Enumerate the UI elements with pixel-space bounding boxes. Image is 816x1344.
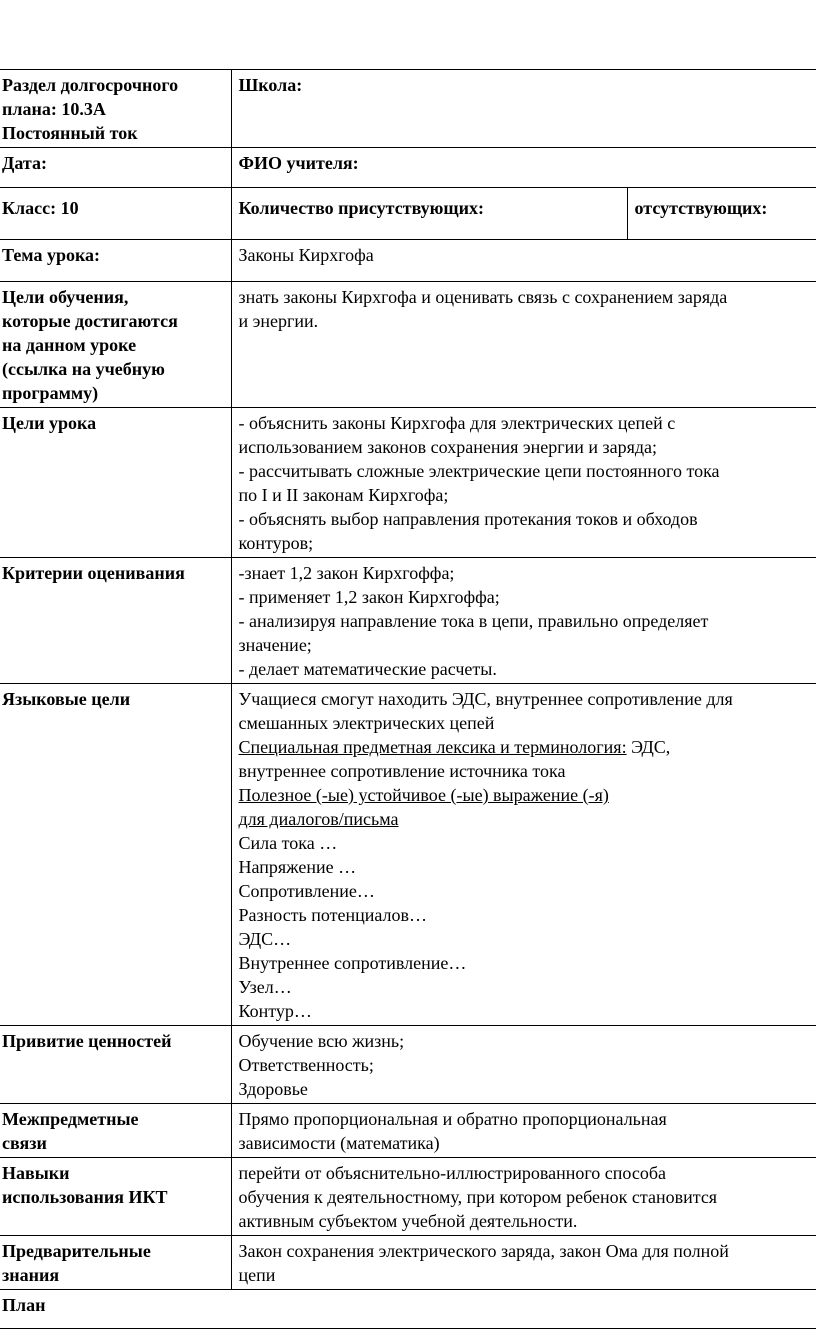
- topic-value-cell: [231, 240, 816, 282]
- lesson-goals-value-1: - объяснить законы Кирхгофа для электрических цепей с: [238, 413, 676, 433]
- present-label: Количество присутствующих:: [238, 198, 484, 218]
- section-label-1: Раздел долгосрочного: [2, 75, 179, 95]
- values-value-cell: [231, 1026, 816, 1104]
- phrase-item: Контур…: [238, 1001, 312, 1021]
- class-label: Класс: 10: [2, 198, 79, 218]
- learning-goals-label-4: (ссылка на учебную: [2, 359, 165, 379]
- row-date: [0, 148, 816, 188]
- prior-label-cell: [0, 1236, 231, 1290]
- prior-value-1: Закон сохранения электрического заряда, закон Ома для полной: [238, 1241, 729, 1261]
- learning-goals-value-cell: [231, 282, 816, 408]
- present-cell: [231, 188, 627, 240]
- vocab-line-2: внутреннее сопротивление источника тока: [238, 761, 566, 781]
- row-values: [0, 1026, 816, 1104]
- ict-value-2: обучения к деятельностному, при котором ребенок становится: [238, 1187, 718, 1207]
- class-cell: [0, 188, 231, 240]
- topic-value: Законы Кирхгофа: [238, 245, 374, 265]
- school-label: Школа:: [238, 75, 303, 95]
- lesson-goals-value-cell: [231, 408, 816, 558]
- phrase-item: ЭДС…: [238, 929, 292, 949]
- ict-label-2: использования ИКТ: [2, 1187, 168, 1207]
- absent-cell: [627, 188, 816, 240]
- absent-label: отсутствующих:: [634, 198, 768, 218]
- criteria-value-1: -знает 1,2 закон Кирхгоффа;: [238, 563, 455, 583]
- date-label: Дата:: [2, 153, 47, 173]
- values-label: Привитие ценностей: [2, 1031, 172, 1051]
- lesson-goals-value-3: - рассчитывать сложные электрические цепи постоянного тока: [238, 461, 720, 481]
- row-lesson-goals: [0, 408, 816, 558]
- vocab-tail: ЭДС,: [626, 737, 671, 757]
- criteria-label-cell: [0, 558, 231, 684]
- row-topic: [0, 240, 816, 282]
- phrase-item: Напряжение …: [238, 857, 357, 877]
- learning-goals-value-1: знать законы Кирхгофа и оценивать связь с сохранением заряда: [238, 287, 728, 307]
- section-label-2: плана: 10.3А: [2, 99, 106, 119]
- topic-label-cell: [0, 240, 231, 282]
- cross-curricular-value-cell: [231, 1104, 816, 1158]
- prior-value-2: цепи: [238, 1265, 276, 1285]
- row-plan: [0, 1290, 816, 1329]
- ict-label-cell: [0, 1158, 231, 1236]
- row-prior-knowledge: [0, 1236, 816, 1290]
- ict-value-1: перейти от объяснительно-иллюстрированного способа: [238, 1163, 667, 1183]
- lesson-goals-value-4: по I и II законам Кирхгофа;: [238, 485, 449, 505]
- date-cell: [0, 148, 231, 188]
- criteria-value-3: - анализируя направление тока в цепи, правильно определяет: [238, 611, 709, 631]
- prior-value-cell: [231, 1236, 816, 1290]
- row-language-goals: [0, 684, 816, 1026]
- phrases-heading-2: для диалогов/письма: [238, 809, 399, 829]
- values-label-cell: [0, 1026, 231, 1104]
- ict-value-3: активным субъектом учебной деятельности.: [238, 1211, 578, 1231]
- lesson-goals-label: Цели урока: [2, 413, 97, 433]
- ict-value-cell: [231, 1158, 816, 1236]
- cross-curricular-value-2: зависимости (математика): [238, 1133, 440, 1153]
- language-goals-label-cell: [0, 684, 231, 1026]
- criteria-value-4: значение;: [238, 635, 312, 655]
- criteria-value-2: - применяет 1,2 закон Кирхгоффа;: [238, 587, 500, 607]
- phrase-item: Внутреннее сопротивление…: [238, 953, 467, 973]
- cross-curricular-value-1: Прямо пропорциональная и обратно пропорциональная: [238, 1109, 667, 1129]
- lesson-goals-value-5: - объяснять выбор направления протекания токов и обходов: [238, 509, 698, 529]
- school-cell: [231, 70, 816, 148]
- plan-cell: [0, 1290, 816, 1329]
- ict-label-1: Навыки: [2, 1163, 70, 1183]
- phrase-item: Узел…: [238, 977, 292, 997]
- language-goals-label: Языковые цели: [2, 689, 131, 709]
- lesson-goals-value-2: использованием законов сохранения энергии и заряда;: [238, 437, 658, 457]
- phrases-heading-1: Полезное (-ые) устойчивое (-ые) выражение (-я): [238, 785, 609, 805]
- vocab-line: [239, 735, 813, 759]
- prior-label-2: знания: [2, 1265, 60, 1285]
- prior-label-1: Предварительные: [2, 1241, 151, 1261]
- learning-goals-value-2: и энергии.: [238, 311, 319, 331]
- phrase-item: Сила тока …: [238, 833, 338, 853]
- learning-goals-label-5: программу): [2, 383, 99, 403]
- row-ict: [0, 1158, 816, 1236]
- lesson-goals-label-cell: [0, 408, 231, 558]
- values-value-2: Ответственность;: [238, 1055, 374, 1075]
- row-cross-curricular: [0, 1104, 816, 1158]
- vocab-heading: Специальная предметная лексика и терминология:: [238, 737, 627, 757]
- learning-goals-label-3: на данном уроке: [2, 335, 137, 355]
- section-cell: [0, 70, 231, 148]
- learning-goals-label-cell: [0, 282, 231, 408]
- plan-label: План: [2, 1295, 46, 1315]
- phrase-item: Сопротивление…: [238, 881, 375, 901]
- section-label-3: Постоянный ток: [2, 123, 138, 143]
- language-intro-2: смешанных электрических цепей: [238, 713, 495, 733]
- row-learning-goals: [0, 282, 816, 408]
- values-value-1: Обучение всю жизнь;: [238, 1031, 405, 1051]
- row-criteria: [0, 558, 816, 684]
- row-class: [0, 188, 816, 240]
- criteria-value-cell: [231, 558, 816, 684]
- language-intro-1: Учащиеся смогут находить ЭДС, внутреннее сопротивление для: [238, 689, 733, 709]
- values-value-3: Здоровье: [238, 1079, 308, 1099]
- language-goals-value-cell: [231, 684, 816, 1026]
- teacher-cell: [231, 148, 816, 188]
- criteria-value-5: - делает математические расчеты.: [238, 659, 497, 679]
- cross-curricular-label-cell: [0, 1104, 231, 1158]
- lesson-goals-value-6: контуров;: [238, 533, 314, 553]
- lesson-plan-table: [0, 69, 816, 1329]
- row-section: [0, 70, 816, 148]
- learning-goals-label-2: которые достигаются: [2, 311, 178, 331]
- criteria-label: Критерии оценивания: [2, 563, 185, 583]
- cross-curricular-label-1: Межпредметные: [2, 1109, 139, 1129]
- phrase-item: Разность потенциалов…: [238, 905, 428, 925]
- topic-label: Тема урока:: [2, 245, 101, 265]
- learning-goals-label-1: Цели обучения,: [2, 287, 129, 307]
- teacher-label: ФИО учителя:: [238, 153, 359, 173]
- cross-curricular-label-2: связи: [2, 1133, 47, 1153]
